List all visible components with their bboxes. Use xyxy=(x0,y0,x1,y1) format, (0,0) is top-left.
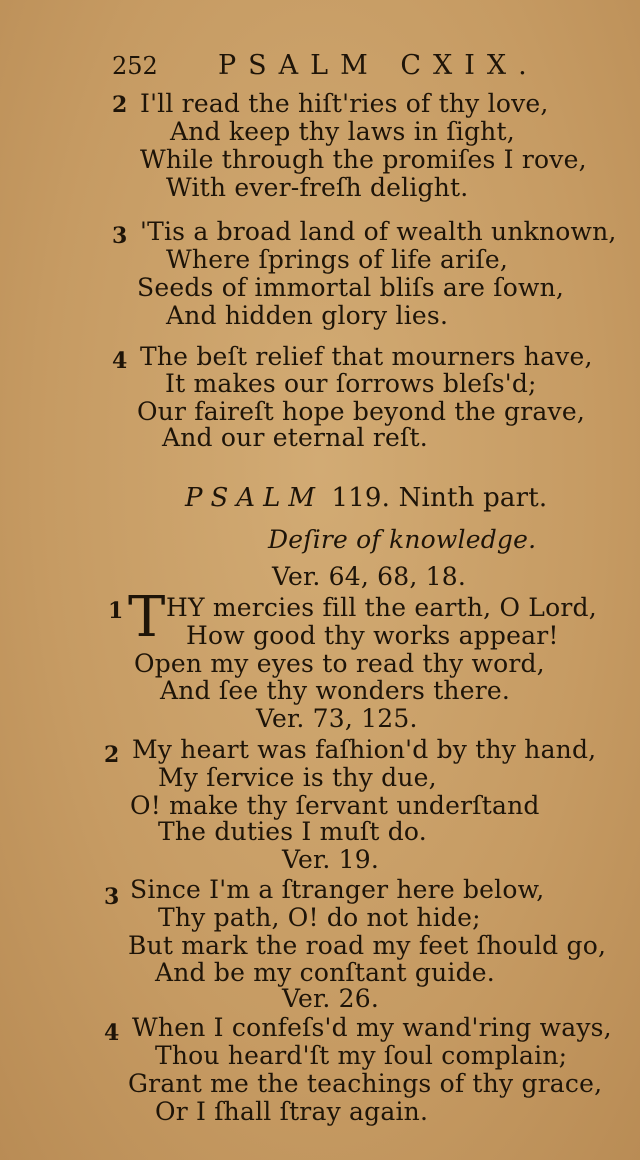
verse-line: My heart was faſhion'd by thy hand, xyxy=(132,735,597,764)
verse-line: The duties I muſt do. xyxy=(158,817,427,846)
verse-line: Thy path, O! do not hide; xyxy=(158,903,481,932)
verse-line: HY mercies fill the earth, O Lord, xyxy=(166,593,597,622)
verse-line: With ever-freſh delight. xyxy=(166,173,469,202)
verse-line: Grant me the teachings of thy grace, xyxy=(128,1069,603,1098)
running-title: PSALM CXIX. xyxy=(218,50,539,81)
verse-reference: Ver. 19. xyxy=(282,845,380,874)
verse-line: Since I'm a ſtranger here below, xyxy=(130,875,545,904)
section-heading xyxy=(185,484,547,512)
verse-line: It makes our ſorrows bleſs'd; xyxy=(165,369,537,398)
verse-line: While through the promiſes I rove, xyxy=(140,145,587,174)
verse-line: But mark the road my feet ſhould go, xyxy=(128,931,607,960)
verse-line: Thou heard'ſt my ſoul complain; xyxy=(155,1041,568,1070)
verse-line: And be my conſtant guide. xyxy=(155,958,495,987)
stanza-number: 3 xyxy=(112,223,128,249)
verse-line: The beſt relief that mourners have, xyxy=(140,342,593,371)
stanza-number: 4 xyxy=(104,1020,120,1046)
section-subtitle: Deſire of knowledge. xyxy=(268,525,537,554)
page-number: 252 xyxy=(112,52,158,80)
verse-line: And our eternal reſt. xyxy=(162,423,428,452)
stanza-number: 4 xyxy=(112,348,128,374)
verse-reference: Ver. 64, 68, 18. xyxy=(272,562,467,591)
verse-reference: Ver. 26. xyxy=(282,984,380,1013)
verse-line: And keep thy laws in ſight, xyxy=(170,117,515,146)
verse-line: Where ſprings of life ariſe, xyxy=(166,245,509,274)
stanza-number: 2 xyxy=(112,92,128,118)
verse-line: When I confeſs'd my wand'ring ways, xyxy=(132,1013,612,1042)
verse-line: And ſee thy wonders there. xyxy=(160,676,511,705)
verse-line: Open my eyes to read thy word, xyxy=(134,649,545,678)
verse-line: And hidden glory lies. xyxy=(166,301,449,330)
verse-reference: Ver. 73, 125. xyxy=(256,704,418,733)
heading-psalm: PSALM xyxy=(185,483,323,513)
verse-line: 'Tis a broad land of wealth unknown, xyxy=(140,217,617,246)
verse-line: Or I ſhall ſtray again. xyxy=(155,1097,429,1126)
verse-line: How good thy works appear! xyxy=(186,621,559,650)
verse-line: Seeds of immortal bliſs are ſown, xyxy=(137,273,565,302)
stanza-number: 2 xyxy=(104,742,120,768)
verse-line: My ſervice is thy due, xyxy=(158,763,437,792)
stanza-number: 3 xyxy=(104,884,120,910)
verse-line: Our faireſt hope beyond the grave, xyxy=(137,397,585,426)
stanza-number: 1 xyxy=(108,598,124,624)
heading-number-part: 119. Ninth part. xyxy=(331,483,548,513)
verse-line: O! make thy ſervant underſtand xyxy=(130,791,540,820)
drop-cap: T xyxy=(128,585,166,650)
verse-line: I'll read the hiſt'ries of thy love, xyxy=(140,89,549,118)
